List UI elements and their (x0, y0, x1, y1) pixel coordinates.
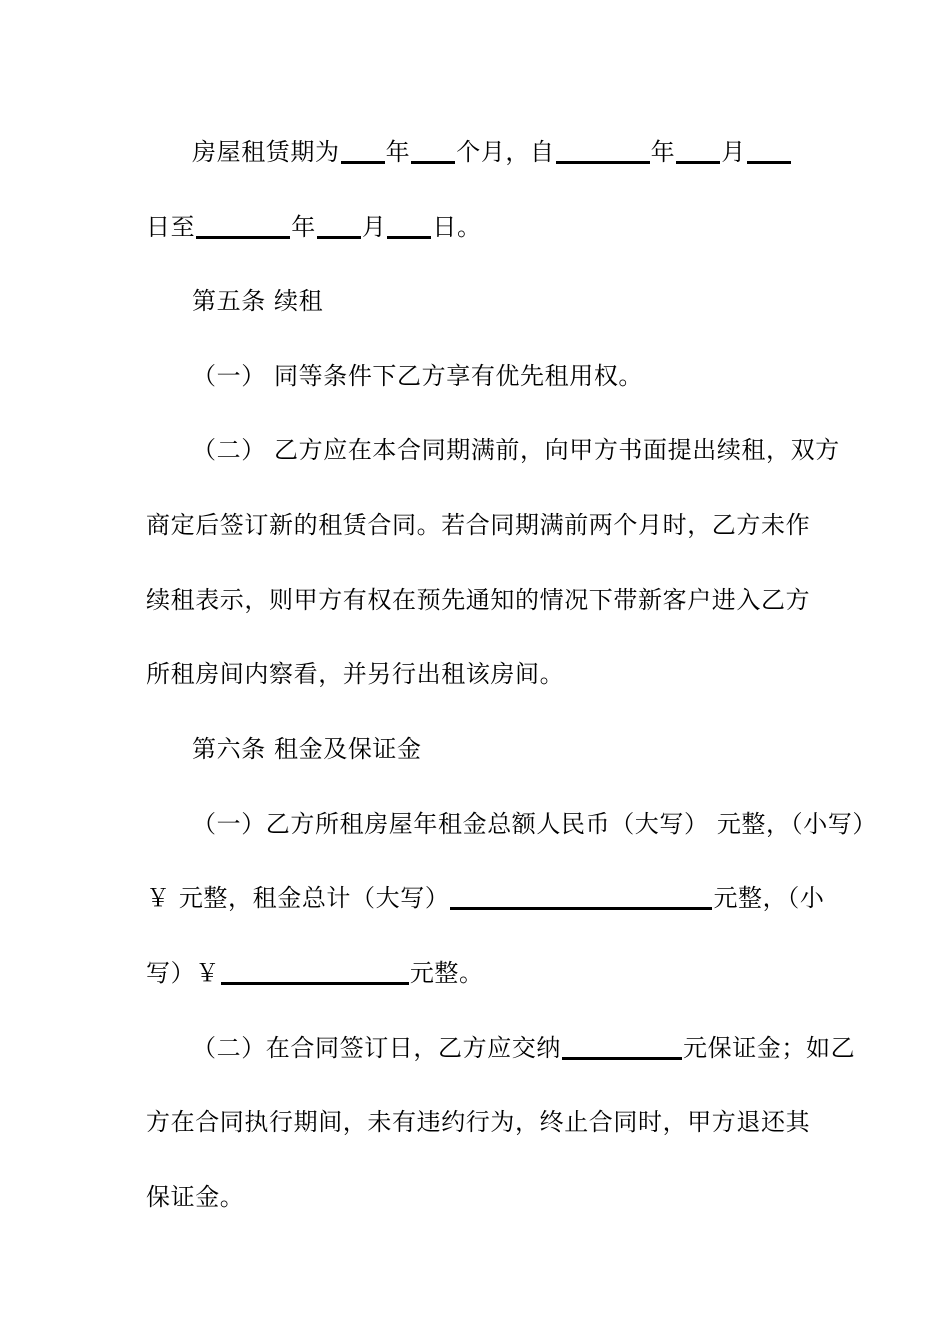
article-6-item-2-line-2: 方在合同执行期间，未有违约行为，终止合同时，甲方退还其 (146, 1108, 811, 1136)
blank-start-year (556, 135, 650, 164)
blank-months (411, 135, 455, 164)
article-5-item-2-line-2: 商定后签订新的租赁合同。若合同期满前两个月时，乙方未作 (146, 511, 811, 539)
blank-years (341, 135, 385, 164)
blank-start-day (747, 135, 791, 164)
blank-total-rent-capital (450, 881, 712, 910)
lease-term-text: 年 (291, 213, 316, 241)
blank-end-day (387, 210, 431, 239)
lease-term-text: 日至 (146, 213, 196, 241)
article-6-item-2-line-1 (192, 1028, 856, 1068)
blank-total-rent-figures (221, 956, 409, 985)
article-6-item-1-line-3 (146, 953, 806, 993)
article-6-text: （二）在合同签订日，乙方应交纳 (192, 1034, 561, 1062)
lease-term-text: 房屋租赁期为 (192, 138, 340, 166)
article-5-item-2-line-4: 所租房间内察看，并另行出租该房间。 (146, 660, 565, 688)
lease-term-line-2 (146, 207, 806, 247)
lease-term-text: 年 (650, 138, 676, 166)
lease-term-text: 月 (361, 213, 387, 241)
blank-deposit-amount (562, 1031, 682, 1060)
article-6-heading: 第六条 租金及保证金 (192, 735, 422, 763)
lease-term-text: 年 (385, 138, 411, 166)
blank-start-month (676, 135, 720, 164)
lease-term-text: 日。 (432, 213, 482, 241)
article-6-text: 写）￥ (146, 959, 220, 987)
article-6-text: 元保证金；如乙 (683, 1034, 856, 1062)
article-6-item-2-line-3: 保证金。 (146, 1183, 245, 1211)
article-6-item-1-line-2 (146, 878, 825, 918)
article-6-item-1-line-1: （一）乙方所租房屋年租金总额人民币（大写） 元整，（小写） (192, 810, 878, 838)
article-5-item-2-line-1: （二） 乙方应在本合同期满前，向甲方书面提出续租，双方 (192, 436, 840, 464)
article-5-item-2-line-3: 续租表示，则甲方有权在预先通知的情况下带新客户进入乙方 (146, 586, 811, 614)
article-6-text: ￥ 元整，租金总计（大写） (146, 884, 450, 912)
article-6-text: 元整。 (409, 959, 484, 987)
article-5-item-1: （一） 同等条件下乙方享有优先租用权。 (192, 362, 644, 390)
article-6-text: 元整，（小 (713, 884, 825, 912)
blank-end-year (196, 210, 290, 239)
article-5-heading: 第五条 续租 (192, 287, 324, 315)
lease-term-text: 月 (721, 138, 746, 166)
lease-term-line-1 (192, 132, 806, 172)
blank-end-month (317, 210, 361, 239)
lease-term-text: 个月，自 (456, 138, 555, 166)
